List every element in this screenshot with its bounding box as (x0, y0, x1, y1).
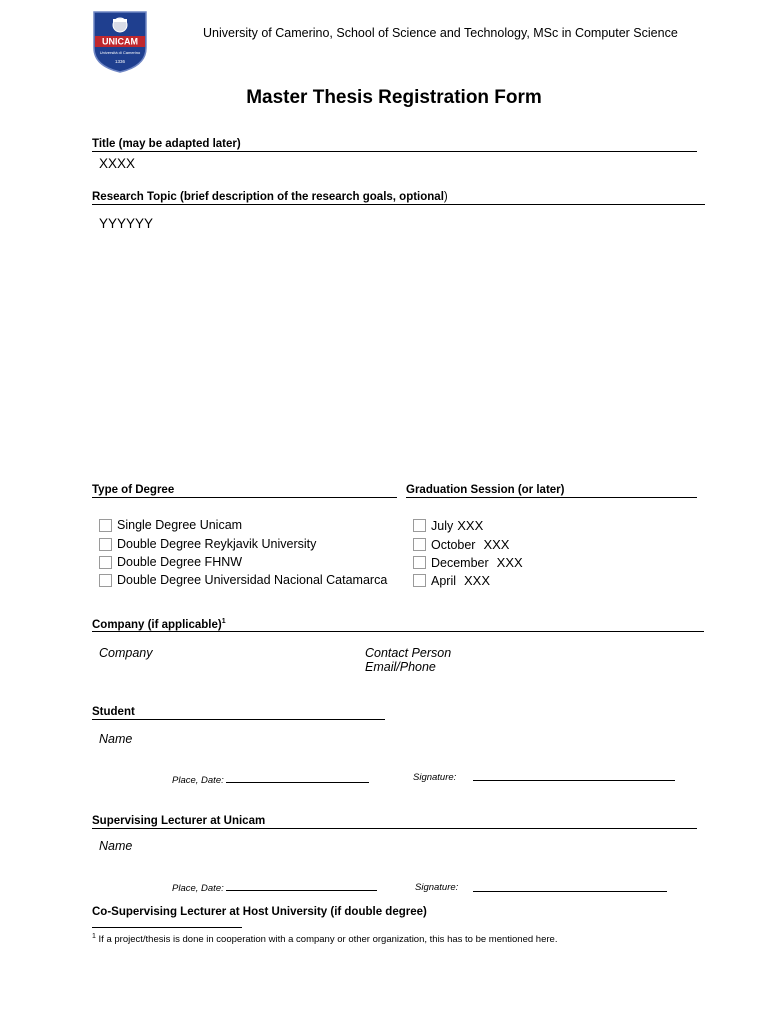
checkbox[interactable] (413, 574, 426, 587)
title-section-rule (92, 151, 697, 152)
degree-section-label: Type of Degree (92, 484, 175, 496)
session-month: July (431, 518, 454, 533)
research-label-paren: ) (443, 191, 448, 203)
company-label-text: Company (if applicable) (92, 618, 222, 631)
unicam-logo (92, 10, 148, 74)
checkbox[interactable] (413, 556, 426, 569)
session-section-label: Graduation Session (or later) (406, 484, 565, 496)
place-date-label: Place, Date: (172, 883, 224, 894)
header-text: University of Camerino, School of Science and Technology, MSc in Computer Science (203, 26, 678, 40)
supervisor-name-field[interactable]: Name (99, 839, 133, 853)
company-section-rule (92, 631, 704, 632)
session-month: October (431, 537, 476, 552)
session-year: XXX (457, 518, 484, 533)
checkbox[interactable] (413, 538, 426, 551)
student-section-label: Student (92, 706, 135, 718)
degree-option-label: Double Degree Universidad Nacional Catamarca (117, 573, 388, 587)
title-section-label: Title (may be adapted later) (92, 138, 241, 150)
title-value[interactable]: XXXX (99, 156, 136, 171)
place-date-line[interactable] (226, 882, 377, 891)
logo-subtitle: Università di Camerino (99, 50, 141, 55)
research-section-label (92, 191, 448, 203)
footnote-number: 1 (92, 933, 96, 940)
research-value[interactable]: YYYYYY (99, 216, 154, 231)
degree-option[interactable] (99, 555, 242, 569)
session-option[interactable] (413, 537, 509, 552)
logo-wordmark: UNICAM (102, 36, 138, 47)
logo-year: 1336 (114, 59, 126, 64)
supervisor-place-date[interactable] (172, 882, 377, 894)
supervisor-signature-line[interactable] (473, 891, 667, 892)
supervisor-section-rule (92, 828, 697, 829)
research-section-rule (92, 204, 705, 205)
checkbox[interactable] (99, 574, 112, 587)
company-name-field[interactable]: Company (99, 646, 153, 660)
place-date-line[interactable] (226, 774, 369, 783)
session-option[interactable] (413, 573, 490, 588)
student-signature-label: Signature: (413, 772, 457, 783)
place-date-label: Place, Date: (172, 775, 224, 786)
email-phone-field[interactable]: Email/Phone (365, 660, 436, 674)
unicam-shield-icon (92, 10, 148, 74)
footnote-mark: 1 (221, 618, 226, 625)
degree-option-label: Double Degree Reykjavik University (117, 537, 317, 551)
session-section-rule (406, 497, 697, 498)
cosupervisor-section-label: Co-Supervising Lecturer at Host University (if double degree) (92, 906, 427, 918)
footnote (92, 933, 557, 945)
supervisor-section-label: Supervising Lecturer at Unicam (92, 815, 266, 827)
degree-option-label: Single Degree Unicam (117, 518, 243, 532)
degree-section-rule (92, 497, 397, 498)
student-place-date[interactable] (172, 774, 369, 786)
company-section-label (92, 618, 226, 631)
session-option[interactable] (413, 555, 523, 570)
session-year: XXX (483, 537, 510, 552)
checkbox[interactable] (99, 538, 112, 551)
supervisor-signature-label: Signature: (415, 882, 459, 893)
research-label-text: Research Topic (brief description of the research goals, optional (92, 191, 444, 203)
degree-option[interactable] (99, 518, 242, 532)
form-title: Master Thesis Registration Form (246, 87, 542, 108)
student-section-rule (92, 719, 385, 720)
footnote-separator (92, 927, 242, 928)
session-option[interactable] (413, 518, 483, 533)
footnote-text: If a project/thesis is done in cooperation with a company or other organization, this has to be mentioned here. (98, 934, 558, 946)
contact-person-field[interactable]: Contact Person (365, 646, 452, 660)
checkbox[interactable] (99, 519, 112, 532)
checkbox[interactable] (99, 556, 112, 569)
degree-option[interactable] (99, 573, 387, 587)
session-year: XXX (496, 555, 523, 570)
degree-option-label: Double Degree FHNW (117, 555, 243, 569)
degree-option[interactable] (99, 537, 316, 551)
student-signature-line[interactable] (473, 780, 675, 781)
session-month: April (431, 573, 457, 588)
checkbox[interactable] (413, 519, 426, 532)
student-name-field[interactable]: Name (99, 732, 133, 746)
session-year: XXX (464, 573, 491, 588)
session-month: December (431, 555, 489, 570)
